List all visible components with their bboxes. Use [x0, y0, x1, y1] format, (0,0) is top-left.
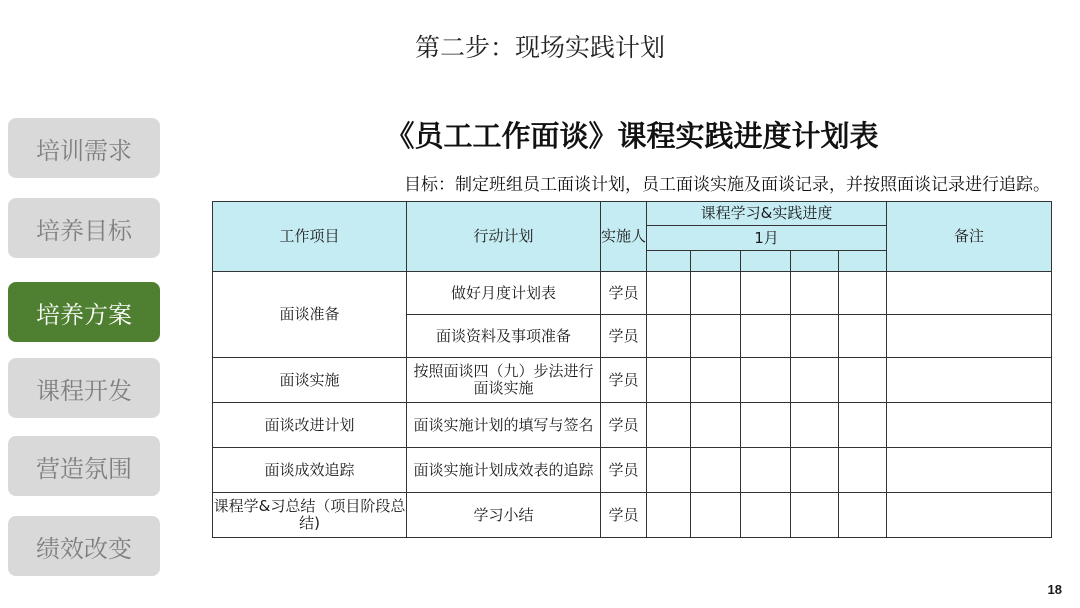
week-cell: [741, 251, 791, 272]
progress-cell: [839, 403, 887, 448]
week-cell: [691, 251, 741, 272]
sidebar-item-training-needs[interactable]: 培训需求: [8, 118, 160, 178]
header-action-plan: 行动计划: [407, 202, 601, 272]
remark-cell: [887, 448, 1052, 493]
progress-cell: [839, 315, 887, 358]
work-item-cell: 课程学&习总结（项目阶段总结): [213, 493, 407, 538]
action-cell: 面谈资料及事项准备: [407, 315, 601, 358]
owner-cell: 学员: [601, 403, 647, 448]
remark-cell: [887, 493, 1052, 538]
progress-cell: [839, 493, 887, 538]
goal-text: 目标：制定班组员工面谈计划，员工面谈实施及面谈记录，并按照面谈记录进行追踪。: [404, 175, 1050, 195]
sidebar-nav: [8, 118, 160, 596]
owner-cell: 学员: [601, 315, 647, 358]
table-title: 《员工工作面谈》课程实践进度计划表: [385, 119, 879, 153]
owner-cell: 学员: [601, 272, 647, 315]
table-row: [213, 272, 1052, 315]
progress-cell: [741, 403, 791, 448]
header-month: 1月: [647, 226, 887, 251]
work-item-cell: 面谈改进计划: [213, 403, 407, 448]
progress-cell: [839, 448, 887, 493]
progress-cell: [691, 272, 741, 315]
action-cell: 按照面谈四（九）步法进行面谈实施: [407, 358, 601, 403]
progress-cell: [647, 272, 691, 315]
progress-cell: [839, 272, 887, 315]
sidebar-item-performance-change[interactable]: 绩效改变: [8, 516, 160, 576]
progress-cell: [691, 403, 741, 448]
progress-cell: [741, 358, 791, 403]
progress-cell: [647, 403, 691, 448]
table-row: [213, 403, 1052, 448]
progress-cell: [647, 493, 691, 538]
owner-cell: 学员: [601, 358, 647, 403]
header-remark: 备注: [887, 202, 1052, 272]
action-cell: 做好月度计划表: [407, 272, 601, 315]
progress-cell: [791, 493, 839, 538]
owner-cell: 学员: [601, 448, 647, 493]
progress-cell: [791, 358, 839, 403]
header-owner: 实施人: [601, 202, 647, 272]
progress-cell: [647, 448, 691, 493]
work-item-cell: 面谈准备: [213, 272, 407, 358]
action-cell: 学习小结: [407, 493, 601, 538]
week-cell: [839, 251, 887, 272]
remark-cell: [887, 358, 1052, 403]
progress-cell: [791, 272, 839, 315]
progress-cell: [741, 448, 791, 493]
header-progress: 课程学习&实践进度: [647, 202, 887, 226]
action-cell: 面谈实施计划成效表的追踪: [407, 448, 601, 493]
work-item-cell: 面谈实施: [213, 358, 407, 403]
progress-plan-table: [212, 201, 1052, 538]
progress-cell: [791, 448, 839, 493]
header-work-item: 工作项目: [213, 202, 407, 272]
table-row: [213, 358, 1052, 403]
sidebar-item-atmosphere[interactable]: 营造氛围: [8, 436, 160, 496]
progress-cell: [691, 493, 741, 538]
remark-cell: [887, 403, 1052, 448]
progress-cell: [839, 358, 887, 403]
progress-cell: [791, 403, 839, 448]
sidebar-item-course-development[interactable]: 课程开发: [8, 358, 160, 418]
table-row: [213, 448, 1052, 493]
step-title: 第二步：现场实践计划: [414, 33, 665, 62]
progress-cell: [741, 272, 791, 315]
progress-cell: [691, 448, 741, 493]
progress-cell: [691, 315, 741, 358]
header-row: [213, 202, 1052, 226]
table-row: [213, 493, 1052, 538]
page-number: 18: [1047, 582, 1062, 597]
sidebar-item-training-goals[interactable]: 培养目标: [8, 198, 160, 258]
progress-cell: [691, 358, 741, 403]
week-cell: [791, 251, 839, 272]
remark-cell: [887, 315, 1052, 358]
progress-cell: [741, 315, 791, 358]
week-cell: [647, 251, 691, 272]
action-cell: 面谈实施计划的填写与签名: [407, 403, 601, 448]
owner-cell: 学员: [601, 493, 647, 538]
progress-cell: [741, 493, 791, 538]
progress-cell: [647, 315, 691, 358]
remark-cell: [887, 272, 1052, 315]
progress-cell: [791, 315, 839, 358]
work-item-cell: 面谈成效追踪: [213, 448, 407, 493]
progress-cell: [647, 358, 691, 403]
sidebar-item-training-plan[interactable]: 培养方案: [8, 282, 160, 342]
